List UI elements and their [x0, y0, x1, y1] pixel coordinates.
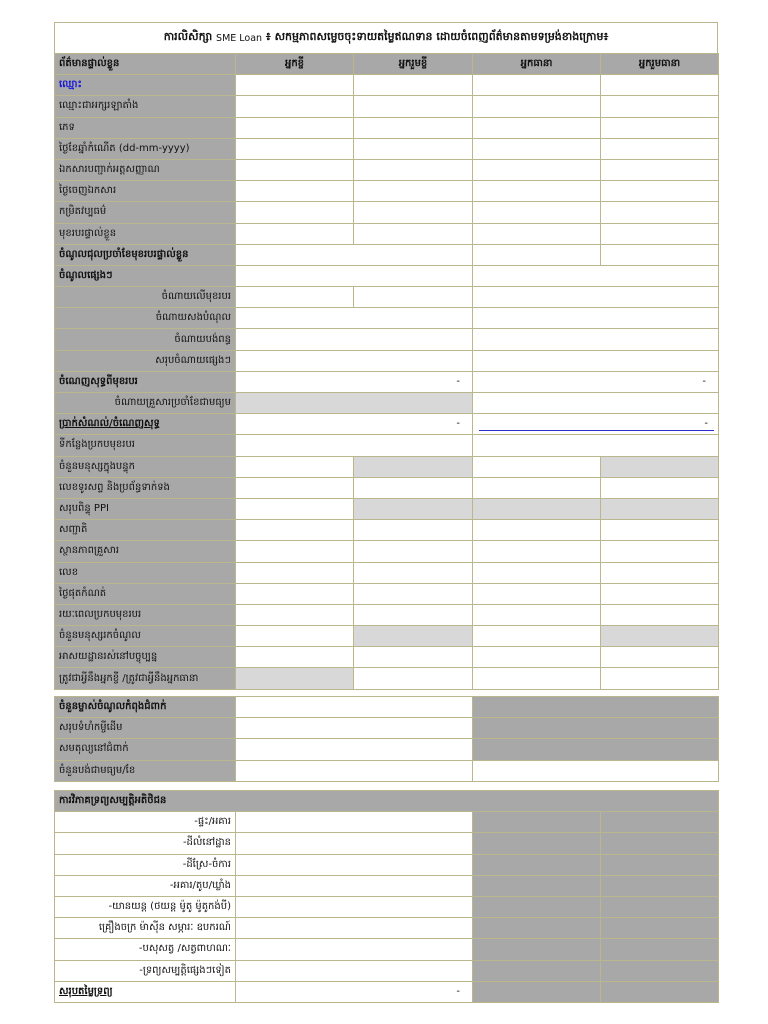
label-net-profit: ប្រាក់សំណល់/ចំណេញសុទ្ធ [55, 414, 236, 435]
input-cell[interactable] [473, 456, 601, 477]
shaded-cell [601, 456, 719, 477]
table-row [55, 896, 719, 917]
input-cell[interactable] [473, 202, 601, 223]
shaded-cell [601, 960, 719, 981]
shaded-cell [601, 854, 719, 875]
assets-section [54, 790, 718, 1003]
input-cell[interactable] [601, 604, 719, 625]
outstanding-loans-section [54, 696, 718, 782]
label-asset-total: សរុបតម្លៃទ្រព្យ [55, 981, 236, 1002]
input-cell[interactable] [473, 96, 601, 117]
table-row [55, 718, 719, 739]
label-other-income: ចំណូលផ្សេងៗ [55, 265, 236, 286]
table-row [55, 604, 719, 625]
table-row [55, 159, 719, 180]
label-family-expense: ចំណាយគ្រួសារប្រចាំខែជាមធ្យម [55, 393, 236, 414]
shaded-cell [473, 812, 601, 833]
input-cell[interactable] [354, 117, 473, 138]
input-cell[interactable] [236, 456, 354, 477]
input-cell[interactable] [236, 96, 354, 117]
label-business-expense: ចំណាយលើមុខរបរ [55, 287, 236, 308]
table-row [55, 760, 719, 781]
label-asset-buildings: -អគារ/តូប/ឃ្លាំង [55, 875, 236, 896]
table-row [55, 647, 719, 668]
shaded-cell [473, 960, 601, 981]
input-cell[interactable] [473, 520, 601, 541]
input-cell[interactable] [236, 604, 354, 625]
input-cell[interactable] [236, 477, 354, 498]
input-cell[interactable] [236, 308, 473, 329]
input-cell[interactable] [473, 477, 601, 498]
input-cell[interactable] [236, 760, 473, 781]
table-row [55, 414, 719, 435]
input-cell[interactable] [354, 75, 473, 96]
table-row [55, 697, 719, 718]
table-row [55, 96, 719, 117]
label-phone: លេខទូរសព្ទ និងប្រព័ន្ធទាក់ទង [55, 477, 236, 498]
label-address: អាសយដ្ឋានរស់នៅបច្ចុប្បន្ន [55, 647, 236, 668]
table-row [55, 626, 719, 647]
input-cell[interactable] [601, 96, 719, 117]
label-loan-installment: ចំនួនបង់ជាមធ្យម/ខែ [55, 760, 236, 781]
label-name: ឈ្មោះ [55, 75, 236, 96]
input-cell[interactable] [473, 223, 601, 244]
label-education: កម្រិតវប្បធម៌ [55, 202, 236, 223]
shaded-cell [473, 981, 601, 1002]
label-relationship: ត្រូវជាអ្វីនឹងអ្នកខ្ចី /ត្រូវជាអ្វីនឹងអ្នកធានា [55, 668, 236, 689]
input-cell[interactable] [601, 138, 719, 159]
input-cell[interactable] [473, 583, 601, 604]
label-sex: ភេទ [55, 117, 236, 138]
label-number: លេខ [55, 562, 236, 583]
input-cell[interactable] [601, 159, 719, 180]
shaded-cell [354, 456, 473, 477]
header-personal-info: ព័ត៌មានផ្ទាល់ខ្លួន [55, 54, 236, 75]
label-asset-vehicles: -យានយន្ត (ថយន្ត ម៉ូតូ ម៉ូតូកង់បី) [55, 896, 236, 917]
input-cell[interactable] [236, 896, 473, 917]
table-row [55, 541, 719, 562]
input-cell[interactable] [236, 159, 354, 180]
assets-header: ការវិភាគទ្រព្យសម្បត្តិអតិថិជន [55, 791, 719, 812]
input-cell[interactable] [236, 918, 473, 939]
input-cell[interactable] [354, 647, 473, 668]
input-cell[interactable] [236, 583, 354, 604]
input-cell[interactable] [354, 520, 473, 541]
header-row [55, 54, 719, 75]
title-loan-type: SME Loan [216, 32, 263, 44]
input-cell[interactable] [236, 181, 354, 202]
input-cell[interactable] [473, 308, 719, 329]
input-cell[interactable] [473, 393, 719, 414]
label-asset-machinery: គ្រឿងចក្រ ម៉ាស៊ីន សម្ភារៈ ឧបករណ៍ [55, 918, 236, 939]
label-issue-date: ថ្ងៃចេញឯកសារ [55, 181, 236, 202]
input-cell[interactable] [473, 604, 601, 625]
input-cell[interactable] [601, 583, 719, 604]
input-cell[interactable] [473, 181, 601, 202]
table-row [55, 435, 719, 456]
label-dob: ថ្ងៃខែឆ្នាំកំណើត (dd-mm-yyyy) [55, 138, 236, 159]
header-co-guarantor: អ្នករួមធានា [601, 54, 719, 75]
title-instruction: ៖ សកម្មភាពសម្លេចចុះទាយតម្លៃឥណទាន ដោយចំពេញព័ត៌មានតាមទម្រង់ខាងក្រោម៖ [265, 30, 609, 43]
table-row [55, 202, 719, 223]
table-row [55, 329, 719, 350]
table-row [55, 583, 719, 604]
shaded-cell [601, 812, 719, 833]
shaded-cell [601, 498, 719, 519]
shaded-cell [601, 981, 719, 1002]
table-row [55, 181, 719, 202]
table-row [55, 498, 719, 519]
header-guarantor: អ្នកធានា [473, 54, 601, 75]
input-cell[interactable] [601, 520, 719, 541]
input-cell[interactable] [354, 96, 473, 117]
input-cell[interactable] [354, 223, 473, 244]
shaded-cell [354, 498, 473, 519]
title-prefix: ការលិសិក្សា [163, 30, 213, 43]
input-cell[interactable] [236, 875, 473, 896]
input-cell[interactable] [354, 668, 473, 689]
table-row [55, 371, 719, 392]
input-cell[interactable] [236, 350, 473, 371]
assets-table [54, 790, 719, 1003]
input-cell[interactable] [236, 117, 354, 138]
table-row [55, 739, 719, 760]
shaded-cell [601, 939, 719, 960]
input-cell[interactable] [601, 541, 719, 562]
input-cell[interactable] [601, 181, 719, 202]
label-loan-creditors: ចំនួនម្ចាស់ចំណូលកំពុងជំពាក់ [55, 697, 236, 718]
input-cell[interactable] [601, 244, 719, 265]
input-cell[interactable] [473, 287, 719, 308]
shaded-cell [473, 697, 719, 718]
input-cell[interactable] [473, 159, 601, 180]
form-title [54, 22, 718, 53]
input-cell[interactable] [236, 647, 354, 668]
header-co-borrower: អ្នករួមខ្ចី [354, 54, 473, 75]
table-row [55, 477, 719, 498]
input-cell[interactable] [236, 697, 473, 718]
shaded-cell [601, 626, 719, 647]
table-row [55, 791, 719, 812]
personal-info-form [54, 22, 718, 690]
label-loan-principal: សរុបទំហំកម្ចីដើម [55, 718, 236, 739]
input-cell[interactable] [473, 435, 719, 456]
input-cell[interactable] [354, 138, 473, 159]
input-cell[interactable] [236, 223, 354, 244]
shaded-cell [473, 739, 719, 760]
table-row [55, 350, 719, 371]
input-cell[interactable] [601, 223, 719, 244]
table-row [55, 117, 719, 138]
shaded-cell [601, 875, 719, 896]
table-row [55, 939, 719, 960]
input-cell[interactable] [601, 117, 719, 138]
input-cell[interactable] [473, 265, 719, 286]
asset-total-value: - [236, 981, 473, 1002]
label-asset-livestock: -បសុសត្វ /សត្វពាហណៈ [55, 939, 236, 960]
label-loan-balance: សមតុល្យនៅជំពាក់ [55, 739, 236, 760]
input-cell[interactable] [236, 435, 473, 456]
input-cell[interactable] [473, 329, 719, 350]
table-row [55, 287, 719, 308]
table-row [55, 812, 719, 833]
input-cell[interactable] [473, 647, 601, 668]
label-marital-status: ស្ថានភាពគ្រួសារ [55, 541, 236, 562]
input-cell[interactable] [354, 287, 473, 308]
input-cell[interactable] [601, 477, 719, 498]
shaded-cell [601, 896, 719, 917]
shaded-cell [473, 833, 601, 854]
input-cell[interactable] [236, 833, 473, 854]
net-income-borrower-value: - [236, 371, 473, 392]
input-cell[interactable] [354, 477, 473, 498]
table-row [55, 520, 719, 541]
input-cell[interactable] [236, 960, 473, 981]
label-income-earners: ចំនួនមនុស្សរកចំណូល [55, 626, 236, 647]
table-row [55, 244, 719, 265]
shaded-cell [473, 854, 601, 875]
label-net-income: ចំណេញសុទ្ធពីមុខរបរ [55, 371, 236, 392]
input-cell[interactable] [354, 583, 473, 604]
input-cell[interactable] [601, 647, 719, 668]
input-cell[interactable] [236, 718, 473, 739]
input-cell[interactable] [236, 562, 354, 583]
input-cell[interactable] [236, 244, 473, 265]
input-cell[interactable] [354, 202, 473, 223]
input-cell[interactable] [236, 138, 354, 159]
input-cell[interactable] [236, 939, 473, 960]
input-cell[interactable] [236, 202, 354, 223]
outstanding-loans-table [54, 696, 719, 782]
shaded-cell [601, 918, 719, 939]
label-asset-residential-land: -ដីលំនៅដ្ឋាន [55, 833, 236, 854]
label-ppi: សរុបពិន្ទុ PPI [55, 498, 236, 519]
table-row [55, 960, 719, 981]
input-cell[interactable] [354, 604, 473, 625]
input-cell[interactable] [236, 812, 473, 833]
label-dependents: ចំនួនមនុស្សក្នុងបន្ទុក [55, 456, 236, 477]
table-row [55, 833, 719, 854]
table-row [55, 981, 719, 1002]
input-cell[interactable] [236, 520, 354, 541]
table-row [55, 918, 719, 939]
shaded-cell [473, 918, 601, 939]
input-cell[interactable] [236, 329, 473, 350]
input-cell[interactable] [473, 760, 719, 781]
input-cell[interactable] [236, 541, 354, 562]
table-row [55, 308, 719, 329]
net-profit-guarantor-cell [473, 414, 719, 435]
input-cell[interactable] [473, 350, 719, 371]
shaded-cell [473, 498, 601, 519]
label-expiry-date: ថ្ងៃផុតកំណត់ [55, 583, 236, 604]
table-row [55, 562, 719, 583]
input-cell[interactable] [236, 626, 354, 647]
input-cell[interactable] [354, 562, 473, 583]
input-cell[interactable] [473, 117, 601, 138]
input-cell[interactable] [473, 668, 601, 689]
table-row [55, 138, 719, 159]
input-cell[interactable] [473, 626, 601, 647]
input-cell[interactable] [236, 854, 473, 875]
input-cell[interactable] [236, 393, 473, 414]
label-total-other-expense: សរុបចំណាយផ្សេងៗ [55, 350, 236, 371]
header-borrower: អ្នកខ្ចី [236, 54, 354, 75]
table-row [55, 854, 719, 875]
label-business-location: ទីកន្លែងប្រកបមុខរបរ [55, 435, 236, 456]
input-cell[interactable] [473, 541, 601, 562]
net-profit-guarantor-value: - [479, 417, 714, 431]
shaded-cell [473, 939, 601, 960]
table-row [55, 393, 719, 414]
table-row [55, 875, 719, 896]
input-cell[interactable] [236, 75, 354, 96]
input-cell[interactable] [236, 739, 473, 760]
label-asset-other: -ទ្រព្យសម្បត្តិផ្សេងៗទៀត [55, 960, 236, 981]
shaded-cell [473, 875, 601, 896]
input-cell[interactable] [473, 75, 601, 96]
label-debt-expense: ចំណាយសងបំណុល [55, 308, 236, 329]
shaded-cell [236, 668, 354, 689]
table-row [55, 265, 719, 286]
input-cell[interactable] [354, 159, 473, 180]
input-cell[interactable] [473, 244, 601, 265]
label-id-document: ឯកសារបញ្ជាក់អត្តសញ្ញាណ [55, 159, 236, 180]
personal-info-table [54, 53, 719, 690]
net-profit-borrower-value: - [236, 414, 473, 435]
input-cell[interactable] [601, 75, 719, 96]
input-cell[interactable] [354, 541, 473, 562]
input-cell[interactable] [354, 181, 473, 202]
label-monthly-income: ចំណូលជុលប្រចាំខែមុខរបរផ្ទាល់ខ្លួន [55, 244, 236, 265]
label-latin-name: ឈ្មោះជាអក្សរឡាតាំង [55, 96, 236, 117]
label-nationality: សញ្ជាតិ [55, 520, 236, 541]
label-asset-farm-land: -ដីស្រែ-ចំការ [55, 854, 236, 875]
input-cell[interactable] [601, 562, 719, 583]
table-row [55, 456, 719, 477]
input-cell[interactable] [601, 668, 719, 689]
shaded-cell [601, 833, 719, 854]
shaded-cell [473, 718, 719, 739]
input-cell[interactable] [473, 138, 601, 159]
input-cell[interactable] [236, 498, 354, 519]
table-row [55, 668, 719, 689]
input-cell[interactable] [236, 287, 354, 308]
shaded-cell [354, 626, 473, 647]
label-tax-expense: ចំណាយបង់ពន្ធ [55, 329, 236, 350]
label-asset-house: -ផ្ទះ/អគារ [55, 812, 236, 833]
input-cell[interactable] [601, 202, 719, 223]
label-business-duration: រយៈពេលប្រកបមុខរបរ [55, 604, 236, 625]
net-income-guarantor-value: - [473, 371, 719, 392]
table-row [55, 75, 719, 96]
table-row [55, 223, 719, 244]
input-cell[interactable] [473, 562, 601, 583]
shaded-cell [473, 896, 601, 917]
label-occupation: មុខរបរផ្ទាល់ខ្លួន [55, 223, 236, 244]
input-cell[interactable] [236, 265, 473, 286]
